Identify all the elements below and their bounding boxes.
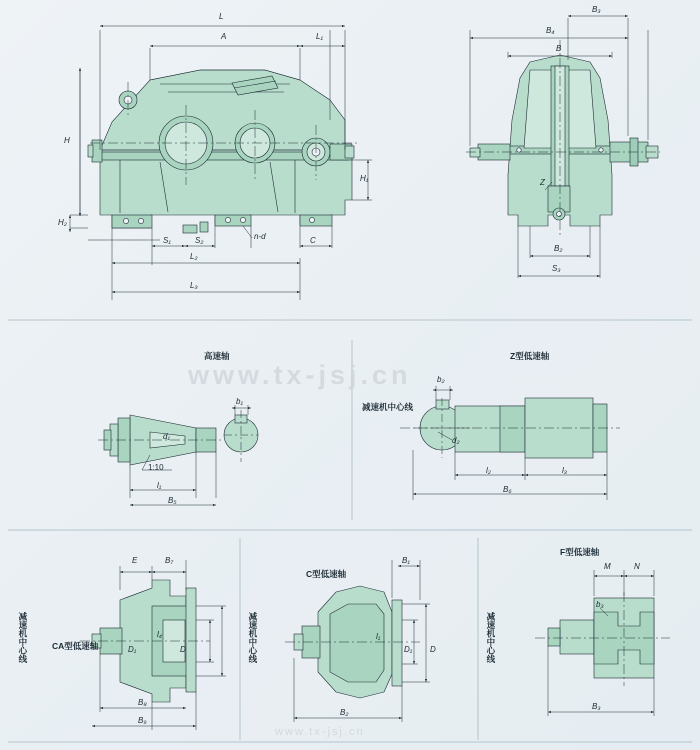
dim-N: N — [634, 562, 640, 571]
dim-D1-c: D₁ — [404, 645, 413, 654]
dim-L: L — [219, 12, 224, 21]
dim-b2: b₂ — [437, 375, 445, 384]
dim-B3-f: B₃ — [592, 702, 601, 711]
dim-H: H — [64, 136, 70, 145]
dim-D1: D₁ — [128, 645, 137, 654]
centerline-label-c: 减速机中心线 — [247, 612, 258, 663]
dim-B: B — [556, 44, 562, 53]
dim-H2: H₂ — [58, 218, 67, 227]
dim-S1: S₁ — [163, 236, 171, 245]
dim-C: C — [310, 236, 316, 245]
dim-B9: B₉ — [138, 716, 147, 725]
dim-B7: B₇ — [165, 556, 174, 565]
watermark-main: www.tx-jsj.cn — [188, 360, 412, 390]
dim-b1: b₁ — [236, 397, 243, 406]
dim-l3: l₃ — [562, 466, 567, 475]
view-high-speed-shaft — [98, 410, 258, 470]
dim-B5: B₅ — [168, 496, 177, 505]
dim-S2: S₂ — [195, 236, 204, 245]
title-z-low-speed-shaft: Z型低速轴 — [510, 351, 550, 361]
view-z-low-speed-shaft — [400, 398, 620, 458]
dim-B1-c: B₁ — [402, 556, 410, 565]
view-c-low-speed-shaft — [285, 586, 420, 698]
watermark-footer: www.tx-jsj.cn — [275, 726, 365, 738]
dim-B6: B₆ — [503, 485, 512, 494]
taper-ratio-label: 1:10 — [148, 463, 164, 472]
dim-L2: L₂ — [190, 252, 198, 261]
dim-S3: S₃ — [552, 264, 561, 273]
dim-l2: l₂ — [486, 466, 491, 475]
title-ca-low-speed-shaft: CA型低速轴 — [52, 641, 99, 651]
dim-l4: l₄ — [157, 630, 162, 639]
dim-L3: L₃ — [190, 281, 198, 290]
view-ca-low-speed-shaft — [80, 580, 210, 702]
dim-B3: B₃ — [592, 5, 601, 14]
title-f-low-speed-shaft: F型低速轴 — [560, 547, 600, 557]
centerline-label-z: 减速机中心线 — [362, 402, 414, 412]
dim-Z: Z — [540, 178, 545, 187]
dim-l1: l₁ — [157, 481, 162, 490]
view-main-side — [466, 40, 660, 235]
dim-E: E — [132, 556, 138, 565]
dim-n-d: n-d — [254, 232, 266, 241]
dim-D: D — [180, 645, 186, 654]
dim-d2: d₂ — [452, 436, 460, 445]
dim-D-c: D — [430, 645, 436, 654]
dim-A: A — [221, 32, 227, 41]
dim-B2-c: B₂ — [340, 708, 349, 717]
dim-L1: L₁ — [316, 32, 323, 41]
dim-B2: B₂ — [554, 244, 563, 253]
dim-B8: B₈ — [138, 698, 147, 707]
centerline-label-f: 减速机中心线 — [485, 612, 496, 663]
centerline-label-ca: 减速机中心线 — [17, 612, 28, 663]
dim-H1: H₁ — [360, 174, 369, 183]
dim-M: M — [604, 562, 611, 571]
title-c-low-speed-shaft: C型低速轴 — [306, 569, 347, 579]
view-main-front — [88, 70, 360, 233]
dim-l1-c: l₁ — [376, 632, 381, 641]
dim-d1: d₁ — [163, 432, 170, 441]
dim-b3: b₃ — [596, 600, 604, 609]
dim-B4: B₄ — [546, 26, 555, 35]
title-high-speed-shaft: 高速轴 — [204, 351, 230, 361]
